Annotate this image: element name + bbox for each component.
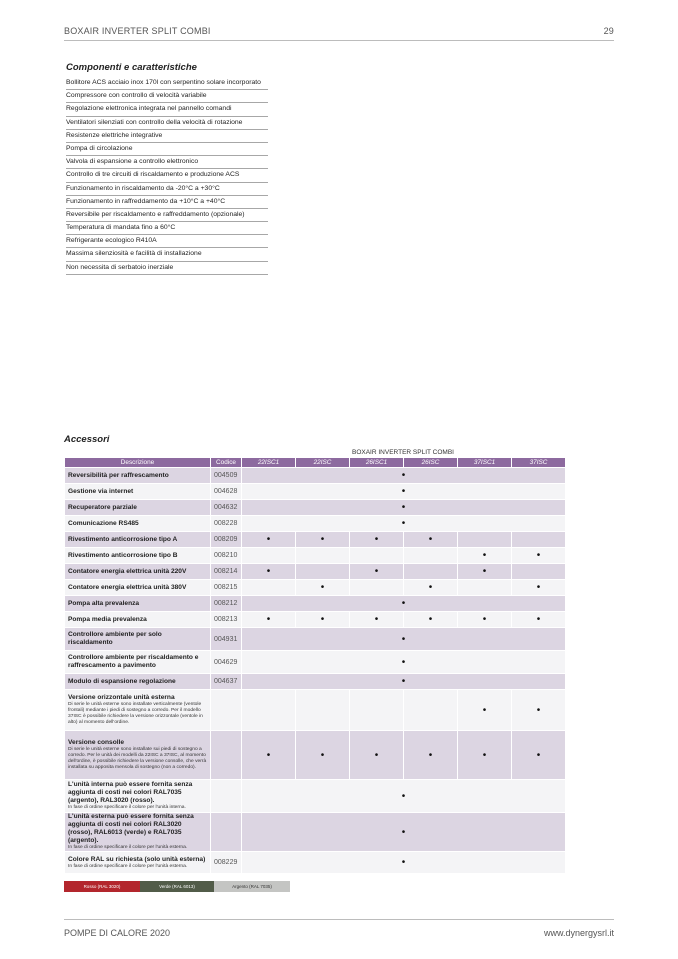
accessories-title: Accessori xyxy=(64,434,110,445)
accessory-code: 008228 xyxy=(211,516,242,532)
accessory-code: 008209 xyxy=(211,532,242,548)
column-header-model: 22ISC1 xyxy=(242,458,296,468)
color-swatch: Verde (RAL 6013) xyxy=(140,881,214,892)
feature-item: Reversibile per riscaldamento e raffreddamento (opzionale) xyxy=(66,209,268,222)
accessories-table xyxy=(64,457,566,874)
accessory-description xyxy=(65,596,211,612)
accessory-code xyxy=(211,690,242,731)
accessory-note: In fase di ordine specificare il colore per l'unità esterna. xyxy=(68,863,188,869)
feature-item: Compressore con controllo di velocità variabile xyxy=(66,90,268,103)
accessory-note: Di serie le unità esterne sono installate verticalmente (ventole frontali) mediante i piedi di sostegno a corredo. Per il modello 37ISC è possibile richiedere la versione orizzontale (ventole in alto) al momento dell'ordine. xyxy=(68,702,203,725)
accessory-name: Pompa alta prevalenza xyxy=(68,599,140,607)
availability-mark xyxy=(242,580,296,596)
feature-item: Refrigerante ecologico R410A xyxy=(66,235,268,248)
feature-item: Temperatura di mandata fino a 60°C xyxy=(66,222,268,235)
footer-website: www.dynergysrl.it xyxy=(543,928,614,938)
availability-mark xyxy=(296,548,350,564)
availability-mark xyxy=(404,548,458,564)
accessory-note: Di serie le unità esterne sono installate sui piedi di sostegno a corredo. Per le unità dei modelli da 22ISC a 37ISC, al momento dell'ordine, è possibile richiedere la versione consolle, che verrà installata su apposita mensola di sostegno (non a corredo). xyxy=(68,747,207,770)
accessory-code: 004628 xyxy=(211,484,242,500)
table-row xyxy=(65,580,566,596)
availability-mark xyxy=(458,580,512,596)
accessory-description xyxy=(65,780,211,813)
availability-mark xyxy=(296,690,350,731)
availability-mark: • xyxy=(404,731,458,780)
accessory-name: Colore RAL su richiesta (solo unità esterna) xyxy=(68,855,206,863)
availability-mark: • xyxy=(458,690,512,731)
accessory-name: Comunicazione RS485 xyxy=(68,519,139,527)
accessory-name: Controllore ambiente per solo riscaldamento xyxy=(68,631,162,646)
features-title: Componenti e caratteristiche xyxy=(66,62,197,73)
accessory-name: L'unità interna può essere fornita senza aggiunta di costi nei colori RAL7035 (argento), RAL3020 (rosso). xyxy=(68,781,193,804)
availability-all-models: • xyxy=(242,500,566,516)
availability-mark: • xyxy=(512,580,566,596)
accessory-code xyxy=(211,813,242,852)
column-header-model: 22ISC xyxy=(296,458,350,468)
table-row xyxy=(65,852,566,874)
table-row xyxy=(65,731,566,780)
accessory-code xyxy=(211,780,242,813)
color-swatch: Rosso (RAL 3020) xyxy=(64,881,140,892)
feature-item: Ventilatori silenziati con controllo della velocità di rotazione xyxy=(66,117,268,130)
availability-all-models: • xyxy=(242,674,566,690)
accessory-description xyxy=(65,548,211,564)
availability-mark: • xyxy=(296,532,350,548)
availability-mark: • xyxy=(512,731,566,780)
accessory-description xyxy=(65,612,211,628)
availability-mark: • xyxy=(242,612,296,628)
color-swatch: Argento (RAL 7035) xyxy=(214,881,290,892)
availability-mark: • xyxy=(458,564,512,580)
accessory-name: Contatore energia elettrica unità 380V xyxy=(68,583,187,591)
accessory-code xyxy=(211,731,242,780)
table-header-row xyxy=(65,458,566,468)
availability-all-models: • xyxy=(242,596,566,612)
availability-mark: • xyxy=(512,612,566,628)
availability-mark xyxy=(350,548,404,564)
accessory-code: 008212 xyxy=(211,596,242,612)
accessory-description xyxy=(65,674,211,690)
availability-mark: • xyxy=(296,612,350,628)
feature-item: Non necessita di serbatoio inerziale xyxy=(66,262,268,275)
table-row xyxy=(65,516,566,532)
availability-mark xyxy=(404,690,458,731)
table-row xyxy=(65,596,566,612)
accessory-description xyxy=(65,852,211,874)
availability-mark xyxy=(512,532,566,548)
column-header-code: Codice xyxy=(211,458,242,468)
column-header-model: 37ISC xyxy=(512,458,566,468)
accessory-name: Recuperatore parziale xyxy=(68,503,137,511)
table-row xyxy=(65,628,566,651)
accessory-description xyxy=(65,813,211,852)
footer-catalog-name: POMPE DI CALORE 2020 xyxy=(64,928,171,938)
feature-item: Controllo di tre circuiti di riscaldamento e produzione ACS xyxy=(66,169,268,182)
availability-mark: • xyxy=(350,532,404,548)
accessory-name: Rivestimento anticorrosione tipo A xyxy=(68,535,178,543)
availability-mark: • xyxy=(350,612,404,628)
availability-all-models: • xyxy=(242,484,566,500)
feature-item: Resistenze elettriche integrative xyxy=(66,130,268,143)
accessory-code: 004509 xyxy=(211,468,242,484)
column-header-description: Descrizione xyxy=(65,458,211,468)
availability-mark: • xyxy=(458,548,512,564)
availability-all-models: • xyxy=(242,780,566,813)
availability-all-models: • xyxy=(242,813,566,852)
availability-mark: • xyxy=(242,532,296,548)
feature-item: Valvola di espansione a controllo elettronico xyxy=(66,156,268,169)
color-swatches xyxy=(64,881,290,892)
accessory-name: Versione orizzontale unità esterna xyxy=(68,694,175,701)
accessory-name: L'unità esterna può essere fornita senza aggiunta di costi nei colori RAL3020 (rosso), RAL6013 (verde) e RAL7035 (argento). xyxy=(68,813,194,844)
availability-mark xyxy=(242,690,296,731)
table-row xyxy=(65,612,566,628)
accessory-description xyxy=(65,516,211,532)
availability-mark xyxy=(512,564,566,580)
feature-item: Bollitore ACS acciaio inox 170l con serpentino solare incorporato xyxy=(66,77,268,90)
table-row xyxy=(65,500,566,516)
accessory-name: Reversibilità per raffrescamento xyxy=(68,471,169,479)
table-super-header: BOXAIR INVERTER SPLIT COMBI xyxy=(352,449,454,456)
availability-mark xyxy=(458,532,512,548)
availability-mark xyxy=(296,564,350,580)
features-list xyxy=(66,77,268,275)
footer-divider xyxy=(64,919,614,920)
accessory-code: 004629 xyxy=(211,651,242,674)
availability-mark: • xyxy=(404,580,458,596)
accessory-code: 008229 xyxy=(211,852,242,874)
table-row xyxy=(65,674,566,690)
table-row xyxy=(65,564,566,580)
accessory-description xyxy=(65,628,211,651)
feature-item: Regolazione elettronica integrata nel pannello comandi xyxy=(66,103,268,116)
accessory-description xyxy=(65,484,211,500)
column-header-model: 26ISC1 xyxy=(350,458,404,468)
accessory-description xyxy=(65,564,211,580)
availability-mark: • xyxy=(350,564,404,580)
accessory-code: 004632 xyxy=(211,500,242,516)
availability-mark: • xyxy=(512,548,566,564)
availability-mark: • xyxy=(512,690,566,731)
accessory-code: 008210 xyxy=(211,548,242,564)
accessory-code: 008213 xyxy=(211,612,242,628)
accessory-name: Rivestimento anticorrosione tipo B xyxy=(68,551,178,559)
accessory-description xyxy=(65,532,211,548)
availability-mark: • xyxy=(296,580,350,596)
feature-item: Funzionamento in raffreddamento da +10°C a +40°C xyxy=(66,196,268,209)
availability-all-models: • xyxy=(242,516,566,532)
table-row xyxy=(65,780,566,813)
availability-mark: • xyxy=(350,731,404,780)
accessory-name: Contatore energia elettrica unità 220V xyxy=(68,567,187,575)
availability-mark: • xyxy=(404,532,458,548)
availability-mark: • xyxy=(458,612,512,628)
accessory-name: Versione consolle xyxy=(68,739,125,746)
accessory-description xyxy=(65,500,211,516)
accessory-code: 008214 xyxy=(211,564,242,580)
table-row xyxy=(65,548,566,564)
page-number: 29 xyxy=(603,26,614,36)
accessory-name: Controllore ambiente per riscaldamento e raffrescamento a pavimento xyxy=(68,654,199,669)
document-title: BOXAIR INVERTER SPLIT COMBI xyxy=(64,26,211,36)
availability-all-models: • xyxy=(242,468,566,484)
feature-item: Pompa di circolazione xyxy=(66,143,268,156)
accessory-code: 008215 xyxy=(211,580,242,596)
accessory-description xyxy=(65,580,211,596)
availability-mark: • xyxy=(404,612,458,628)
table-row xyxy=(65,532,566,548)
availability-mark: • xyxy=(242,564,296,580)
availability-mark: • xyxy=(242,731,296,780)
availability-all-models: • xyxy=(242,651,566,674)
availability-all-models: • xyxy=(242,852,566,874)
availability-mark xyxy=(242,548,296,564)
availability-mark xyxy=(404,564,458,580)
page-header xyxy=(64,26,614,40)
feature-item: Massima silenziosità e facilità di installazione xyxy=(66,248,268,261)
accessory-note: In fase di ordine specificare il colore per l'unità interna. xyxy=(68,805,186,810)
header-divider xyxy=(64,40,614,41)
feature-item: Funzionamento in riscaldamento da -20°C a +30°C xyxy=(66,183,268,196)
table-row xyxy=(65,484,566,500)
accessory-name: Gestione via internet xyxy=(68,487,134,495)
accessory-description xyxy=(65,651,211,674)
accessory-name: Modulo di espansione regolazione xyxy=(68,677,176,685)
availability-mark: • xyxy=(296,731,350,780)
accessory-name: Pompa media prevalenza xyxy=(68,615,147,623)
column-header-model: 26ISC xyxy=(404,458,458,468)
accessory-code: 004931 xyxy=(211,628,242,651)
accessory-description xyxy=(65,690,211,731)
availability-mark xyxy=(350,690,404,731)
accessory-code: 004637 xyxy=(211,674,242,690)
accessory-description xyxy=(65,468,211,484)
availability-mark xyxy=(350,580,404,596)
accessory-note: In fase di ordine specificare il colore per l'unità esterna. xyxy=(68,845,188,850)
accessory-description xyxy=(65,731,211,780)
table-row xyxy=(65,651,566,674)
availability-all-models: • xyxy=(242,628,566,651)
table-row xyxy=(65,690,566,731)
availability-mark: • xyxy=(458,731,512,780)
table-row xyxy=(65,468,566,484)
table-row xyxy=(65,813,566,852)
column-header-model: 37ISC1 xyxy=(458,458,512,468)
